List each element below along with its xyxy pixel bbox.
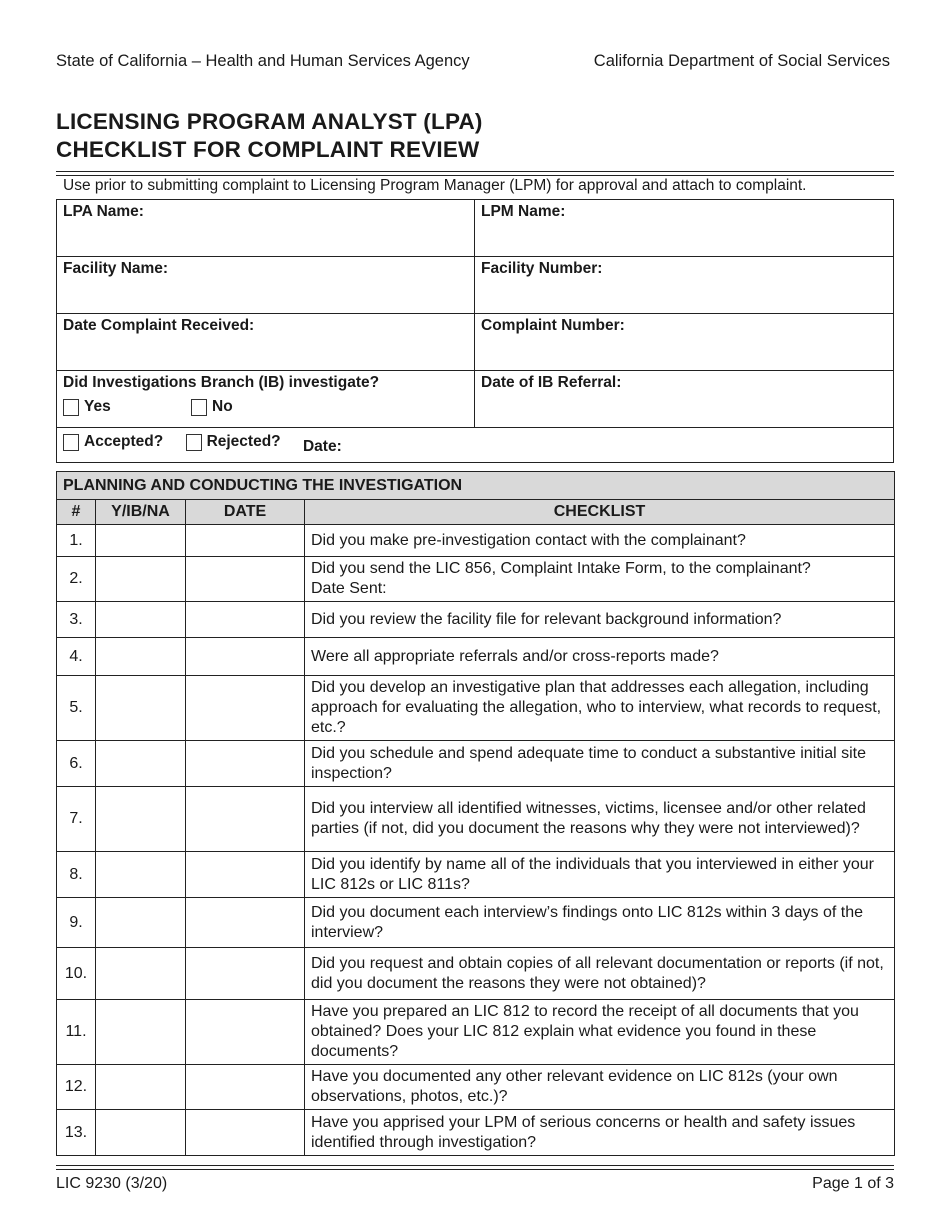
row-number: 11. bbox=[57, 1000, 96, 1065]
checklist-question: Did you interview all identified witnesses, victims, licensee and/or other related parties (if not, did you document the reasons why they were not interviewed)? bbox=[305, 787, 895, 852]
checklist-question: Did you review the facility file for relevant background information? bbox=[305, 602, 895, 638]
response-cell[interactable] bbox=[96, 638, 186, 676]
response-cell[interactable] bbox=[96, 1000, 186, 1065]
response-cell[interactable] bbox=[96, 557, 186, 602]
yes-label: Yes bbox=[84, 398, 111, 415]
accepted-label: Accepted? bbox=[84, 433, 164, 450]
lpa-name-field[interactable] bbox=[57, 200, 475, 257]
response-cell[interactable] bbox=[96, 525, 186, 557]
agency-name: State of California – Health and Human Services Agency bbox=[56, 52, 470, 70]
status-date-label: Date: bbox=[302, 437, 342, 455]
department-name: California Department of Social Services bbox=[593, 52, 890, 70]
date-cell[interactable] bbox=[186, 525, 305, 557]
column-header-date: DATE bbox=[186, 500, 305, 525]
table-row bbox=[57, 1000, 895, 1065]
table-row bbox=[57, 898, 895, 948]
response-cell[interactable] bbox=[96, 948, 186, 1000]
date-cell[interactable] bbox=[186, 602, 305, 638]
response-cell[interactable] bbox=[96, 852, 186, 898]
response-cell[interactable] bbox=[96, 741, 186, 787]
divider bbox=[56, 171, 894, 172]
checklist-question: Did you schedule and spend adequate time to conduct a substantive initial site inspection? bbox=[305, 741, 895, 787]
instruction-text: Use prior to submitting complaint to Licensing Program Manager (LPM) for approval and attach to complaint. bbox=[63, 177, 807, 194]
date-cell[interactable] bbox=[186, 787, 305, 852]
lpm-name-label: LPM Name: bbox=[481, 203, 566, 220]
no-checkbox[interactable] bbox=[191, 399, 207, 416]
row-number: 6. bbox=[57, 741, 96, 787]
table-row bbox=[57, 741, 895, 787]
checklist-question: Were all appropriate referrals and/or cross-reports made? bbox=[305, 638, 895, 676]
row-number: 5. bbox=[57, 676, 96, 741]
date-cell[interactable] bbox=[186, 898, 305, 948]
response-cell[interactable] bbox=[96, 602, 186, 638]
date-cell[interactable] bbox=[186, 1110, 305, 1156]
checklist-question: Have you documented any other relevant evidence on LIC 812s (your own observations, photos, etc.)? bbox=[305, 1065, 895, 1110]
response-cell[interactable] bbox=[96, 787, 186, 852]
section-title: PLANNING AND CONDUCTING THE INVESTIGATION bbox=[57, 472, 895, 500]
row-number: 8. bbox=[57, 852, 96, 898]
approval-status-row bbox=[57, 428, 894, 463]
date-cell[interactable] bbox=[186, 676, 305, 741]
accepted-checkbox[interactable] bbox=[63, 434, 79, 451]
ib-referral-date-label: Date of IB Referral: bbox=[481, 374, 622, 391]
date-received-label: Date Complaint Received: bbox=[63, 317, 255, 334]
row-number: 9. bbox=[57, 898, 96, 948]
no-label: No bbox=[212, 398, 233, 415]
row-number: 3. bbox=[57, 602, 96, 638]
table-row bbox=[57, 948, 895, 1000]
checklist-question: Did you identify by name all of the individuals that you interviewed in either your LIC 812s or LIC 811s? bbox=[305, 852, 895, 898]
date-cell[interactable] bbox=[186, 741, 305, 787]
facility-name-label: Facility Name: bbox=[63, 260, 169, 277]
checklist-question: Did you send the LIC 856, Complaint Intake Form, to the complainant? Date Sent: bbox=[305, 557, 895, 602]
row-number: 10. bbox=[57, 948, 96, 1000]
table-row bbox=[57, 787, 895, 852]
row-number: 7. bbox=[57, 787, 96, 852]
date-cell[interactable] bbox=[186, 1000, 305, 1065]
row-number: 12. bbox=[57, 1065, 96, 1110]
complaint-number-field[interactable] bbox=[475, 314, 894, 371]
investigation-checklist-table bbox=[56, 471, 895, 1156]
footer-divider bbox=[56, 1169, 894, 1170]
response-cell[interactable] bbox=[96, 1065, 186, 1110]
page-title bbox=[56, 108, 483, 164]
date-cell[interactable] bbox=[186, 852, 305, 898]
form-id: LIC 9230 (3/20) bbox=[56, 1175, 168, 1192]
yes-checkbox[interactable] bbox=[63, 399, 79, 416]
column-header-response: Y/IB/NA bbox=[96, 500, 186, 525]
date-cell[interactable] bbox=[186, 557, 305, 602]
checklist-question: Have you apprised your LPM of serious concerns or health and safety issues identified through investigation? bbox=[305, 1110, 895, 1156]
complaint-number-label: Complaint Number: bbox=[481, 317, 625, 334]
checklist-question: Have you prepared an LIC 812 to record the receipt of all documents that you obtained? Does your LIC 812 explain what evidence you found in these documents? bbox=[305, 1000, 895, 1065]
checklist-question: Did you request and obtain copies of all relevant documentation or reports (if not, did you document the reasons they were not obtained)? bbox=[305, 948, 895, 1000]
divider bbox=[56, 175, 894, 176]
date-cell[interactable] bbox=[186, 948, 305, 1000]
row-number: 4. bbox=[57, 638, 96, 676]
table-row bbox=[57, 852, 895, 898]
response-cell[interactable] bbox=[96, 1110, 186, 1156]
facility-number-label: Facility Number: bbox=[481, 260, 603, 277]
title-line-2: CHECKLIST FOR COMPLAINT REVIEW bbox=[56, 137, 480, 162]
response-cell[interactable] bbox=[96, 676, 186, 741]
rejected-checkbox[interactable] bbox=[186, 434, 202, 451]
checklist-question: Did you document each interview’s findings onto LIC 812s within 3 days of the interview? bbox=[305, 898, 895, 948]
date-cell[interactable] bbox=[186, 1065, 305, 1110]
date-cell[interactable] bbox=[186, 638, 305, 676]
table-row bbox=[57, 602, 895, 638]
table-row bbox=[57, 638, 895, 676]
facility-number-field[interactable] bbox=[475, 257, 894, 314]
ib-investigate-field bbox=[57, 371, 475, 428]
rejected-label: Rejected? bbox=[206, 433, 281, 450]
facility-name-field[interactable] bbox=[57, 257, 475, 314]
checklist-question: Did you develop an investigative plan that addresses each allegation, including approach for evaluating the allegation, who to interview, what records to request, etc.? bbox=[305, 676, 895, 741]
response-cell[interactable] bbox=[96, 898, 186, 948]
table-row bbox=[57, 525, 895, 557]
complaint-info-table bbox=[56, 199, 894, 463]
page-number: Page 1 of 3 bbox=[812, 1175, 894, 1192]
row-number: 1. bbox=[57, 525, 96, 557]
checklist-question: Did you make pre-investigation contact with the complainant? bbox=[305, 525, 895, 557]
ib-question-label: Did Investigations Branch (IB) investigate? bbox=[63, 374, 380, 391]
date-received-field[interactable] bbox=[57, 314, 475, 371]
table-row bbox=[57, 1110, 895, 1156]
row-number: 13. bbox=[57, 1110, 96, 1156]
lpm-name-field[interactable] bbox=[475, 200, 894, 257]
title-line-1: LICENSING PROGRAM ANALYST (LPA) bbox=[56, 109, 483, 134]
ib-referral-date-field[interactable] bbox=[475, 371, 894, 428]
column-header-number: # bbox=[57, 500, 96, 525]
table-row bbox=[57, 557, 895, 602]
table-row bbox=[57, 1065, 895, 1110]
footer-divider bbox=[56, 1165, 894, 1166]
table-row bbox=[57, 676, 895, 741]
row-number: 2. bbox=[57, 557, 96, 602]
column-header-checklist: CHECKLIST bbox=[305, 500, 895, 525]
lpa-name-label: LPA Name: bbox=[63, 203, 144, 220]
